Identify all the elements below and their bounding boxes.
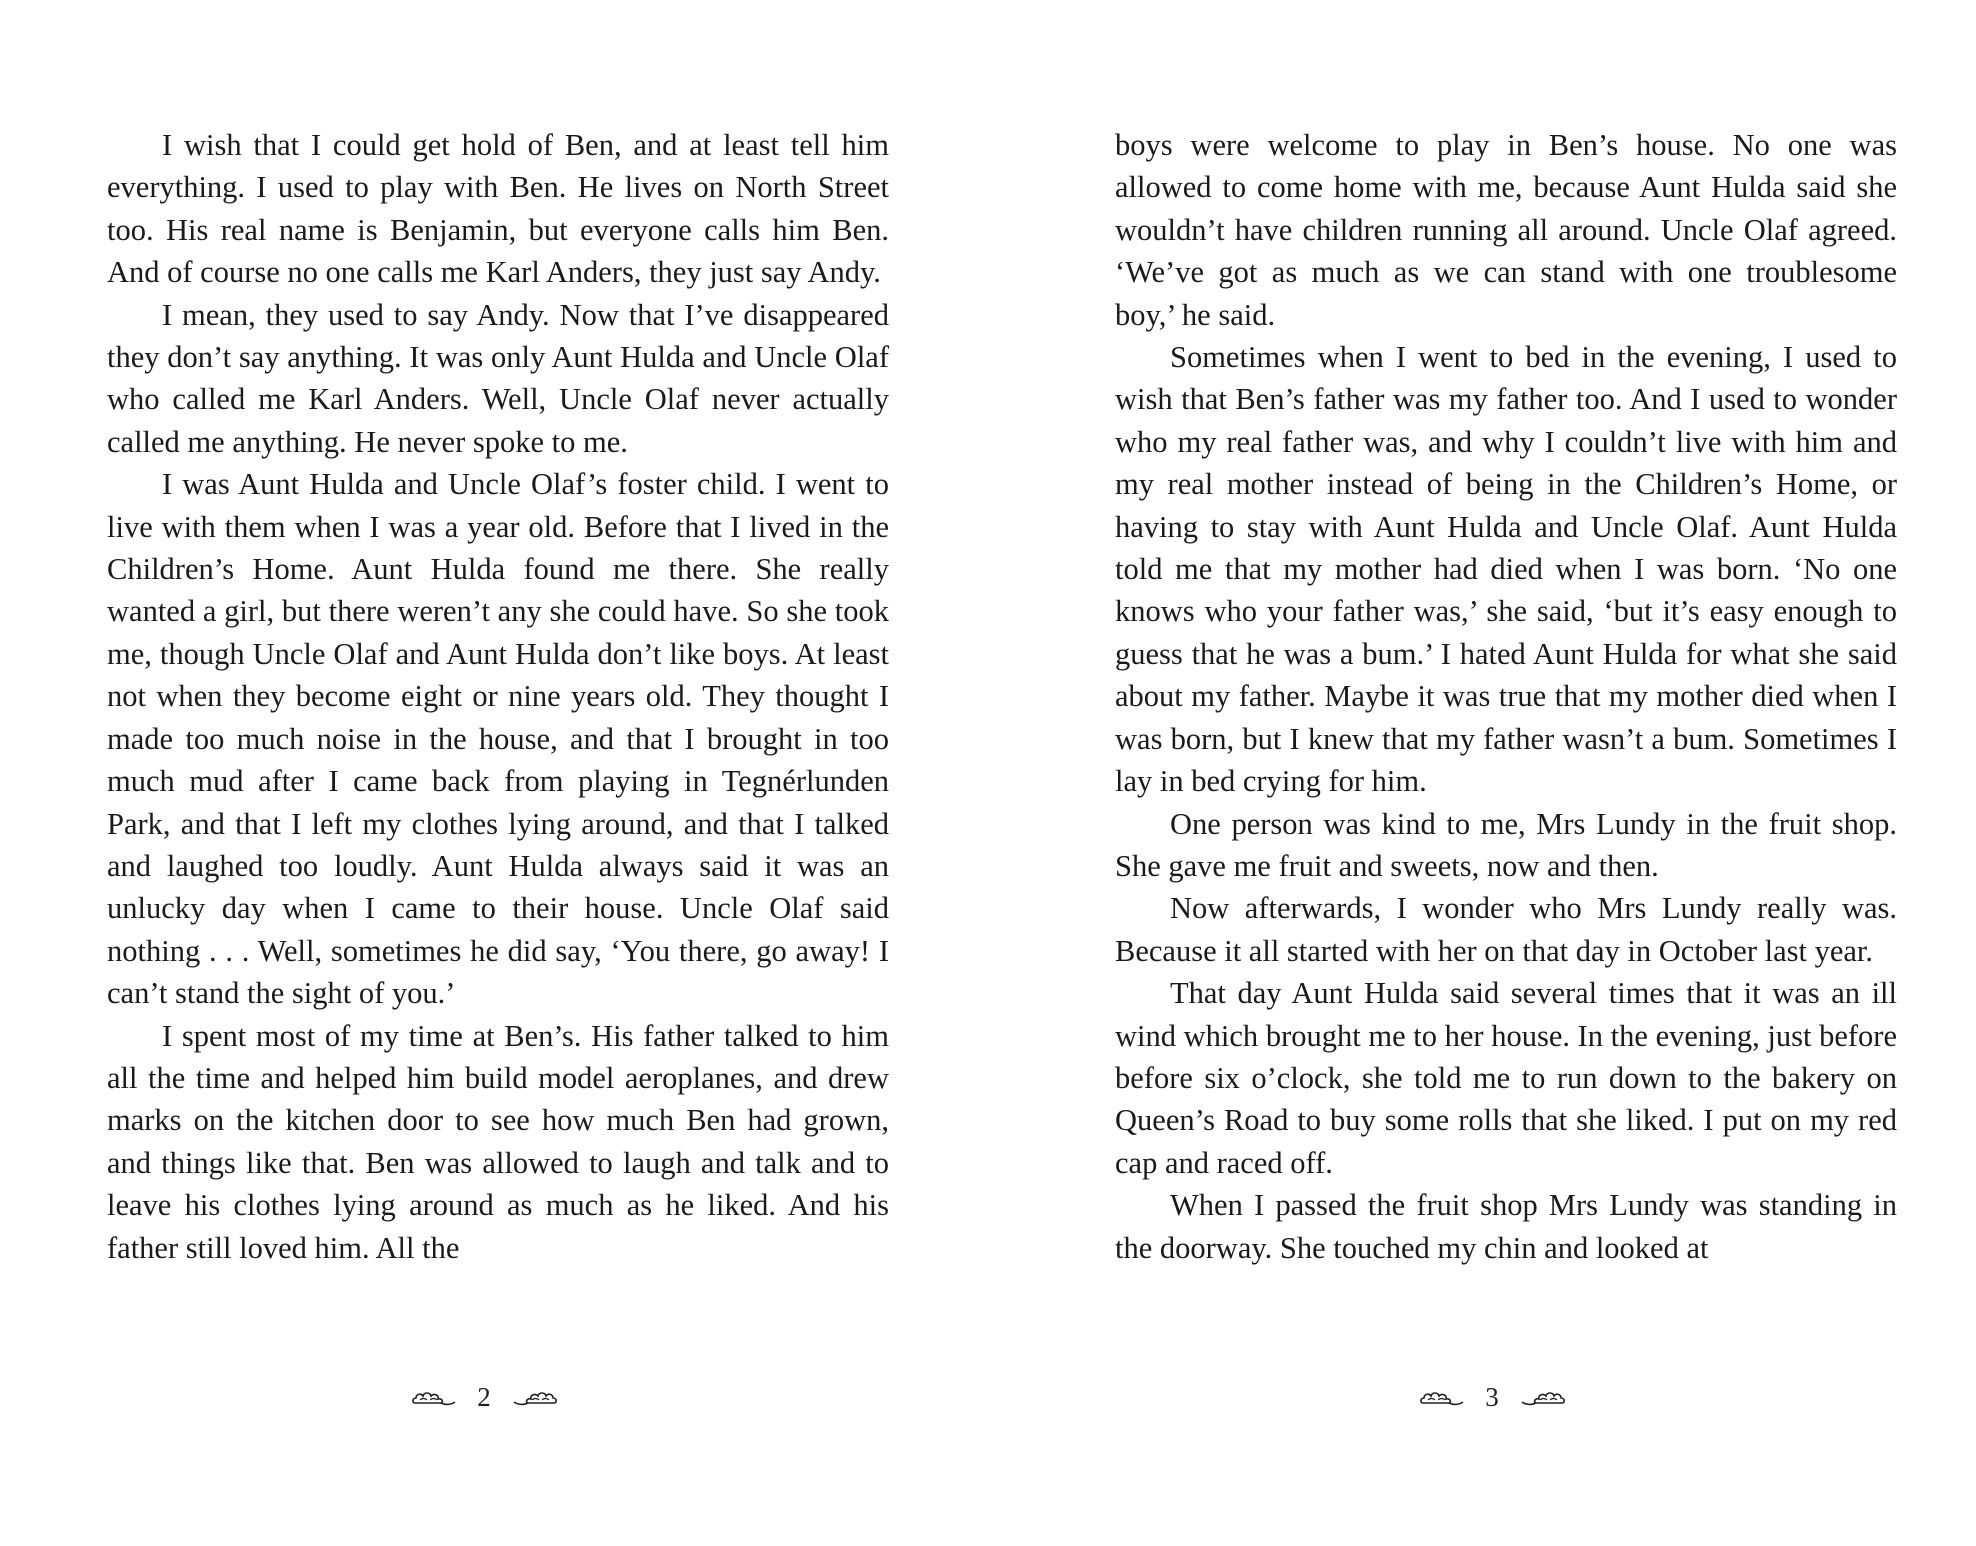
paragraph: I was Aunt Hulda and Uncle Olaf’s foster child. I went to live with them when I was a year old. Before that I lived in the Children’s Home. Aunt Hulda found me there. She really wanted a girl, but there weren’t any she could have. So she took me, though Uncle Olaf and Aunt Hulda don’t like boys. At least not when they become eight or nine years old. They thought I made too much noise in the house, and that I brought in too much mud after I came back from playing in Tegnérlunden Park, and that I left my clothes lying around, and that I talked and laughed too loudly. Aunt Hulda always said it was an unlucky day when I came to their house. Uncle Olaf said nothing . . . Well, sometimes he did say, ‘You there, go away! I can’t stand the sight of you.’ (107, 467, 889, 1011)
page-number: 2 (477, 1382, 491, 1413)
cloud-ornament-icon (1419, 1387, 1465, 1409)
paragraph: One person was kind to me, Mrs Lundy in the fruit shop. She gave me fruit and sweets, now and then. (1115, 806, 1897, 883)
paragraph: When I passed the fruit shop Mrs Lundy was standing in the doorway. She touched my chin and looked at (1115, 1188, 1897, 1265)
left-page-text (107, 124, 889, 1269)
page-footer (0, 1380, 978, 1413)
paragraph: I wish that I could get hold of Ben, and at least tell him everything. I used to play with Ben. He lives on North Street too. His real name is Benjamin, but everyone calls him Ben. And of course no one calls me Karl Anders, they just say Andy. (107, 128, 889, 290)
right-page-text (1115, 124, 1897, 1269)
cloud-ornament-icon (1520, 1387, 1566, 1409)
paragraph: I mean, they used to say Andy. Now that I’ve disappeared they don’t say anything. It was only Aunt Hulda and Uncle Olaf who called me Karl Anders. Well, Uncle Olaf never actually called me anything. He never spoke to me. (107, 297, 889, 459)
cloud-ornament-icon (411, 1387, 457, 1409)
paragraph: boys were welcome to play in Ben’s house. No one was allowed to come home with me, because Aunt Hulda said she wouldn’t have children running all around. Uncle Olaf agreed. ‘We’ve got as much as we can stand with one troublesome boy,’ he said. (1115, 128, 1897, 332)
cloud-ornament-icon (512, 1387, 558, 1409)
page-footer (998, 1380, 1976, 1413)
paragraph: Now afterwards, I wonder who Mrs Lundy really was. Because it all started with her on that day in October last year. (1115, 891, 1897, 968)
paragraph: That day Aunt Hulda said several times that it was an ill wind which brought me to her house. In the evening, just before before six o’clock, she told me to run down to the bakery on Queen’s Road to buy some rolls that she liked. I put on my red cap and raced off. (1115, 976, 1897, 1180)
paragraph: Sometimes when I went to bed in the evening, I used to wish that Ben’s father was my father too. And I used to wonder who my real father was, and why I couldn’t live with him and my real mother instead of being in the Children’s Home, or having to stay with Aunt Hulda and Uncle Olaf. Aunt Hulda told me that my mother had died when I was born. ‘No one knows who your father was,’ she said, ‘but it’s easy enough to guess that he was a bum.’ I hated Aunt Hulda for what she said about my father. Maybe it was true that my mother died when I was born, but I knew that my father wasn’t a bum. Sometimes I lay in bed crying for him. (1115, 340, 1897, 799)
right-page (988, 0, 1976, 1546)
page-number: 3 (1485, 1382, 1499, 1413)
paragraph: I spent most of my time at Ben’s. His father talked to him all the time and helped him build model aeroplanes, and drew marks on the kitchen door to see how much Ben had grown, and things like that. Ben was allowed to laugh and talk and to leave his clothes lying around as much as he liked. And his father still loved him. All the (107, 1018, 889, 1265)
